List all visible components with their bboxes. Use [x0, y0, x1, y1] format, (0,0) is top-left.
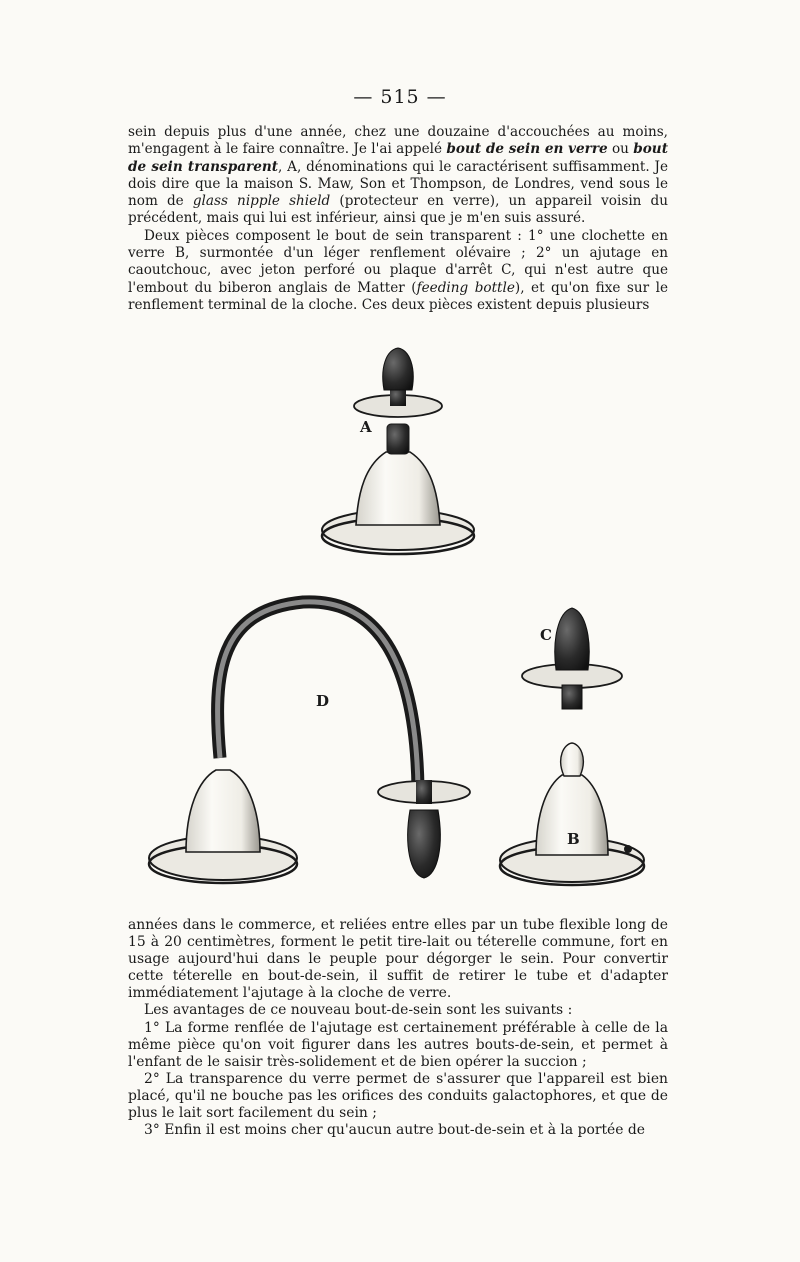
- text-top: [128, 124, 668, 314]
- figure-illustration: [128, 340, 668, 900]
- device-d: [149, 602, 470, 883]
- text-span: ), et qu'on fixe sur le renflement terminal de la cloche. Ces deux pièces existent depuis plusieurs: [128, 279, 668, 313]
- paragraph-1: [128, 124, 668, 228]
- text-span: sein depuis plus d'une année, chez une douzaine d'accouchées au moins, m'engagent à le faire connaître. Je l'ai appelé: [128, 124, 668, 158]
- paragraph-3: années dans le commerce, et reliées entre elles par un tube flexible long de 15 à 20 centimètres, forment le petit tire-lait ou téterelle commune, fort en usage aujourd'hui dans le peuple pour dégorger le sein. Pour convertir cette téterelle en bout-de-sein, il suffit de retirer le tube et d'adapter immédiatement l'ajutage à la cloche de verre.: [128, 917, 668, 1002]
- paragraph-2: [128, 228, 668, 314]
- italic-term-feeding-bottle: feeding bottle: [416, 279, 515, 296]
- italic-term-transparent: bout de sein transparent: [128, 141, 668, 175]
- device-b: [500, 743, 644, 885]
- label-a: A: [360, 418, 372, 436]
- device-a: [322, 348, 474, 554]
- text-span: , A, dénominations qui le caractérisent suffisamment. Je dois dire que la maison S. Maw, Son et Thompson, de Londres, vend sous le nom de: [128, 158, 668, 210]
- paragraph-6: 2° La transparence du verre permet de s'assurer que l'appareil est bien placé, qu'il ne bouche pas les orifices des conduits galactophores, et que de plus le lait sort facilement du sein ;: [128, 1070, 668, 1122]
- text-span: ou: [607, 141, 634, 158]
- paragraph-7: 3° Enfin il est moins cher qu'aucun autre bout-de-sein et à la portée de: [144, 1122, 646, 1139]
- italic-term-glass-nipple: bout de sein en verre: [446, 141, 608, 158]
- text-span: Deux pièces composent le bout de sein transparent : 1° une clochette en verre B, surmontée d'un léger renflement olévaire ; 2° un ajutage en caoutchouc, avec jeton perforé ou plaque d'arrêt C, qui n'est autre que l'embout du biberon anglais de Matter (: [128, 227, 668, 296]
- label-d: D: [316, 692, 330, 710]
- paragraph-5: 1° La forme renflée de l'ajutage est certainement préférable à celle de la même pièce qu'on voit figurer dans les autres bouts-de-sein, et permet à l'enfant de le saisir très-solidement et de bien opérer la succion ;: [128, 1019, 668, 1070]
- label-c: C: [540, 626, 552, 644]
- italic-term-english: glass nipple shield: [192, 193, 331, 210]
- text-span: (protecteur en verre), un appareil voisin du précédent, mais qui lui est inférieur, ainsi que je m'en suis assuré.: [128, 193, 668, 227]
- text-bottom: [128, 917, 668, 1139]
- paragraph-4: Les avantages de ce nouveau bout-de-sein sont les suivants :: [144, 1002, 573, 1019]
- device-c: [522, 608, 622, 709]
- page-number: — 515 —: [353, 86, 447, 108]
- label-b: B: [567, 830, 580, 848]
